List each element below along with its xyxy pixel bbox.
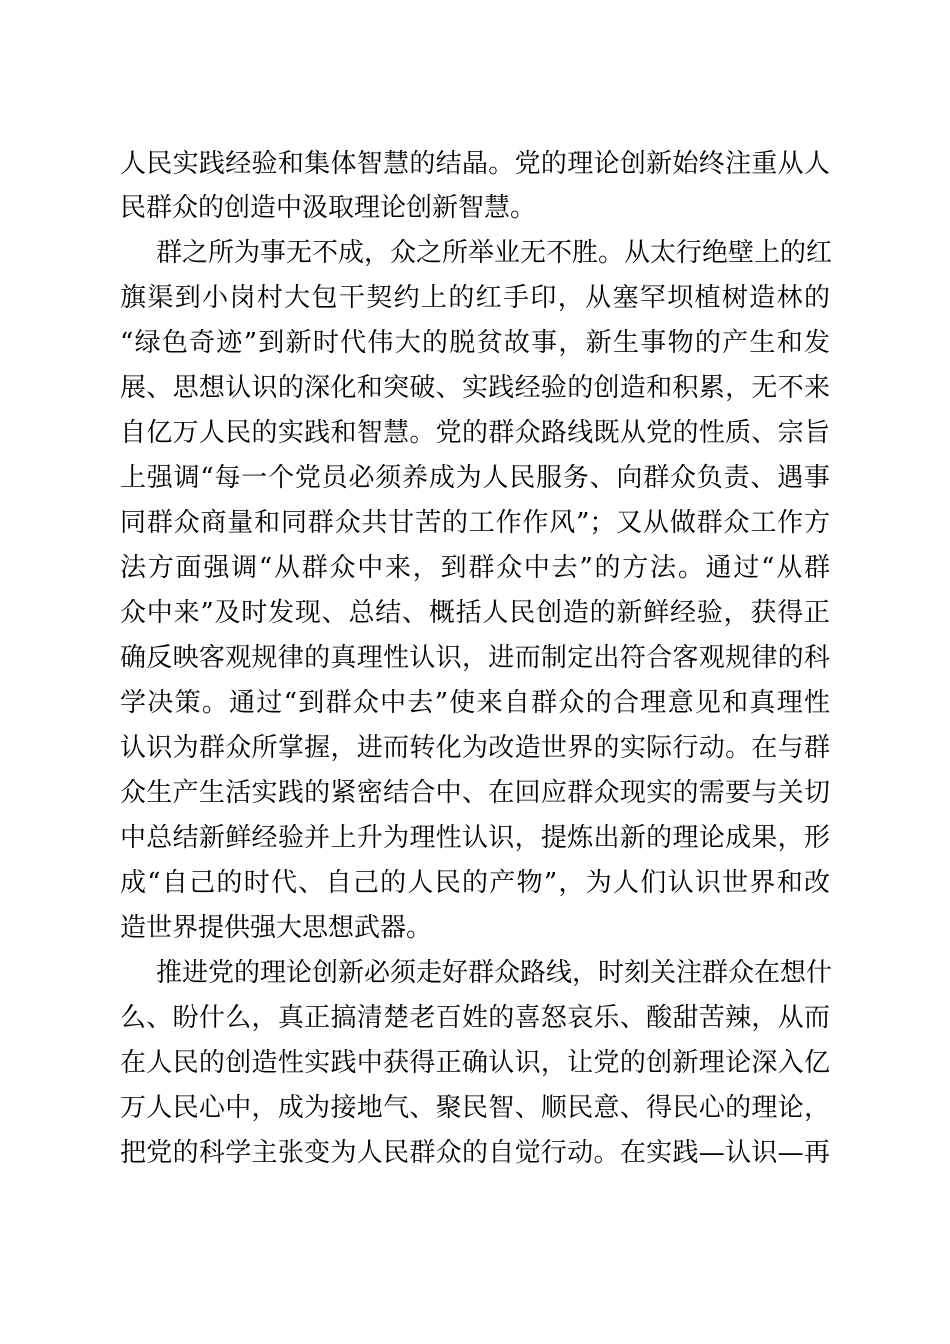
text-line: “绿色奇迹”到新时代伟大的脱贫故事，新生事物的产生和发 — [120, 328, 830, 358]
text-line: 自亿万人民的实践和智慧。党的群众路线既从党的性质、宗旨 — [120, 418, 830, 448]
text-line: 把党的科学主张变为人民群众的自觉行动。在实践—认识—再 — [120, 1138, 830, 1168]
text-line: 民群众的创造中汲取理论创新智慧。 — [120, 193, 537, 223]
text-line: 同群众商量和同群众共甘苦的工作作风”；又从做群众工作方 — [120, 508, 830, 538]
text-line: 成“自己的时代、自己的人民的产物”，为人们认识世界和改 — [120, 868, 830, 898]
text-line: 认识为群众所掌握，进而转化为改造世界的实际行动。在与群 — [120, 733, 830, 763]
paragraph-first-line: 群之所为事无不成，众之所举业无不胜。从太行绝壁上的红 — [156, 238, 833, 268]
text-line: 展、思想认识的深化和突破、实践经验的创造和积累，无不来 — [120, 373, 830, 403]
text-line: 万人民心中，成为接地气、聚民智、顺民意、得民心的理论， — [120, 1093, 830, 1123]
text-line: 在人民的创造性实践中获得正确认识，让党的创新理论深入亿 — [120, 1048, 830, 1078]
text-line: 旗渠到小岗村大包干契约上的红手印，从塞罕坝植树造林的 — [120, 283, 830, 313]
text-line: 么、盼什么，真正搞清楚老百姓的喜怒哀乐、酸甜苦辣，从而 — [120, 1003, 830, 1033]
text-line: 众生产生活实践的紧密结合中、在回应群众现实的需要与关切 — [120, 778, 830, 808]
text-line: 中总结新鲜经验并上升为理性认识，提炼出新的理论成果，形 — [120, 823, 830, 853]
text-line: 上强调“每一个党员必须养成为人民服务、向群众负责、遇事 — [120, 463, 830, 493]
paragraph-first-line: 推进党的理论创新必须走好群众路线，时刻关注群众在想什 — [156, 958, 833, 988]
text-line: 确反映客观规律的真理性认识，进而制定出符合客观规律的科 — [120, 643, 830, 673]
text-line: 法方面强调“从群众中来，到群众中去”的方法。通过“从群 — [120, 553, 830, 583]
text-line: 造世界提供强大思想武器。 — [120, 913, 433, 943]
text-line: 人民实践经验和集体智慧的结晶。党的理论创新始终注重从人 — [120, 149, 830, 179]
text-line: 学决策。通过“到群众中去”使来自群众的合理意见和真理性 — [120, 688, 830, 718]
text-line: 众中来”及时发现、总结、概括人民创造的新鲜经验，获得正 — [120, 598, 830, 628]
